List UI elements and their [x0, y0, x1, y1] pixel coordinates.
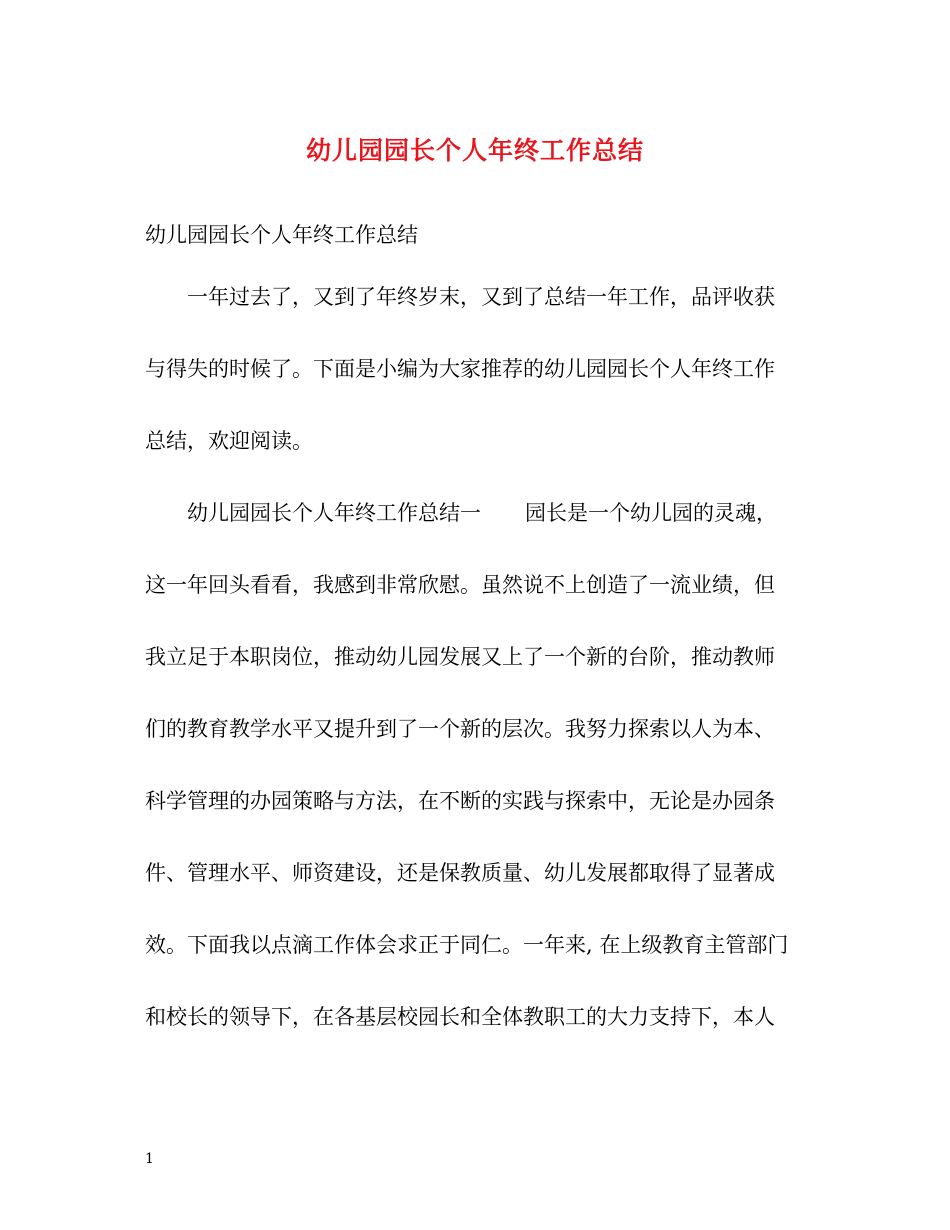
page-number: 1 [145, 1151, 154, 1167]
paragraph-line: 这一年回头看看，我感到非常欣慰。虽然说不上创造了一流业绩，但 [145, 573, 775, 597]
paragraph-line: 件、管理水平、师资建设，还是保教质量、幼儿发展都取得了显著成 [145, 861, 775, 885]
paragraph-line: 们的教育教学水平又提升到了一个新的层次。我努力探索以人为本、 [145, 717, 775, 741]
paragraph-line: 总结，欢迎阅读。 [145, 429, 313, 453]
document-title: 幼儿园园长个人年终工作总结 [305, 136, 644, 165]
section-heading: 幼儿园园长个人年终工作总结一 [187, 501, 481, 525]
paragraph-line: 科学管理的办园策略与方法，在不断的实践与探索中，无论是办园条 [145, 789, 775, 813]
paragraph-text: 园长是一个幼儿园的灵魂， [525, 501, 777, 525]
document-body [145, 279, 810, 1071]
paragraph-line: 一年过去了，又到了年终岁末，又到了总结一年工作，品评收获 [187, 285, 775, 309]
document-subtitle: 幼儿园园长个人年终工作总结 [145, 223, 418, 247]
paragraph-line: 我立足于本职岗位，推动幼儿园发展又上了一个新的台阶，推动教师 [145, 645, 775, 669]
paragraph-line: 效。下面我以点滴工作体会求正于同仁。一年来, 在上级教育主管部门 [145, 933, 789, 957]
paragraph-line [145, 495, 810, 531]
paragraph-line: 与得失的时候了。下面是小编为大家推荐的幼儿园园长个人年终工作 [145, 357, 775, 381]
paragraph-line: 和校长的领导下，在各基层校园长和全体教职工的大力支持下，本人 [145, 1005, 775, 1029]
